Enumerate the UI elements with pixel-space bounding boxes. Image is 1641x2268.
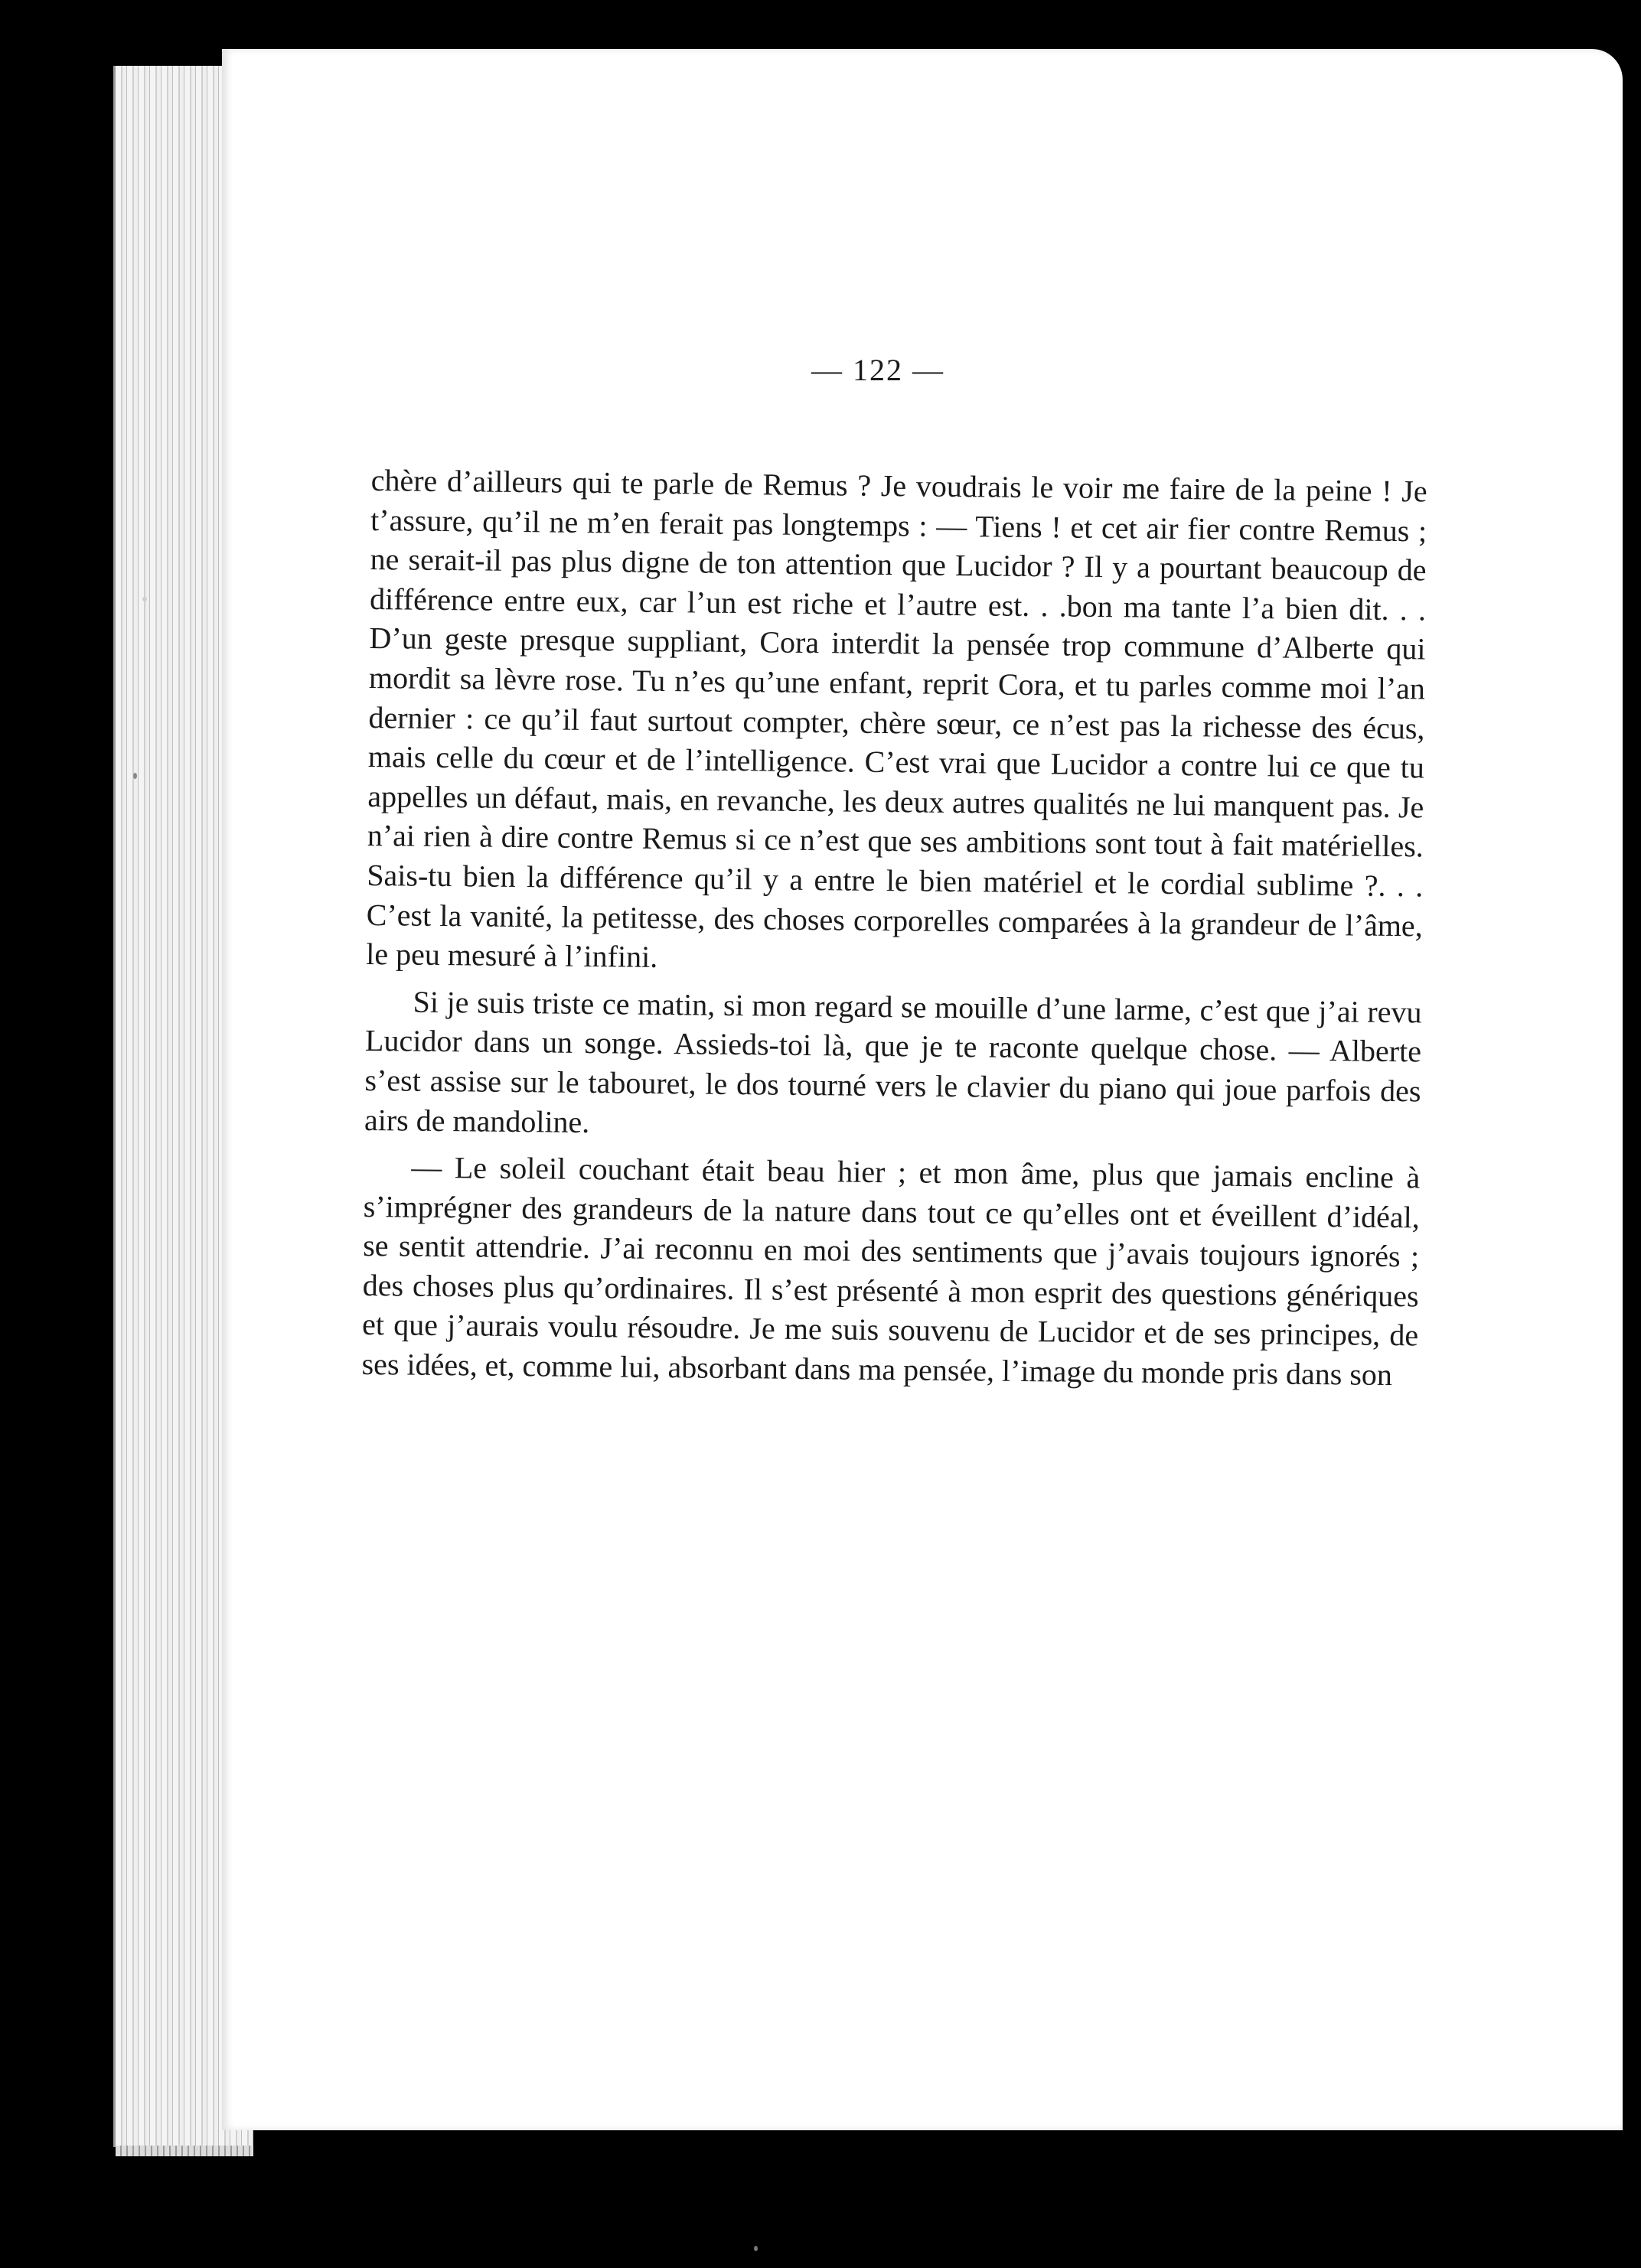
scan-speck bbox=[754, 2246, 758, 2251]
paragraph-2: Si je suis triste ce matin, si mon regard se mouille d’une larme, c’est que j’ai revu Lucidor dans un songe. Assieds-toi là, que je te raconte quelque chose. — Alberte s’est assise sur le tabouret, le dos tourné vers le clavier du piano qui joue parfois des airs de mandoline. bbox=[364, 984, 1422, 1139]
paragraph-3: — Le soleil couchant était beau hier ; et mon âme, plus que jamais encline à s’imprégner des grandeurs de la nature dans tout ce qu’elles ont et éveillent d’idéal, se sentit attendrie. J’ai reconnu en moi des sentiments que j’avais toujours ignorés ; des choses plus qu’ordinaires. Il s’est présenté à mon esprit des questions génériques et que j’aurais voulu résoudre. Je me suis souvenu de Lucidor et de ses principes, de ses idées, et, comme lui, absorbant dans ma pensée, l’image du monde pris dans son bbox=[361, 1149, 1421, 1393]
paragraph-1: chère d’ailleurs qui te parle de Remus ? Je voudrais le voir me faire de la peine ! Je t’assure, qu’il ne m’en ferait pas longtemps : — Tiens ! et cet air fier contre Remus ; ne serait-il pas plus digne de ton attention que Lucidor ? Il y a pourtant beaucoup de différence entre eux, car l’un est riche et l’autre est. . .bon ma tante l’a bien dit. . . D’un geste presque suppliant, Cora interdit la pensée trop commune d’Alberte qui mordit sa lèvre rose. Tu n’es qu’une enfant, reprit Cora, et tu parles comme moi l’an dernier : ce qu’il faut surtout compter, chère sœur, ce n’est pas la richesse des écus, mais celle du cœur et de l’intelligence. C’est vrai que Lucidor a contre lui ce que tu appelles un défaut, mais, en revanche, les deux autres qualités ne lui manquent pas. Je n’ai rien à dire contre Remus si ce n’est que ses ambitions sont tout à fait matérielles. Sais-tu bien la différence qu’il y a entre le bien matériel et le cordial sublime ?. . . C’est la vanité, la petitesse, des choses corporelles comparées à la grandeur de l’âme, le peu mesuré à l’infini. bbox=[366, 462, 1427, 975]
page-number: — 122 — bbox=[811, 353, 944, 387]
scan-speck bbox=[142, 597, 147, 601]
body-text bbox=[361, 461, 1427, 1395]
scan-speck bbox=[133, 773, 137, 779]
